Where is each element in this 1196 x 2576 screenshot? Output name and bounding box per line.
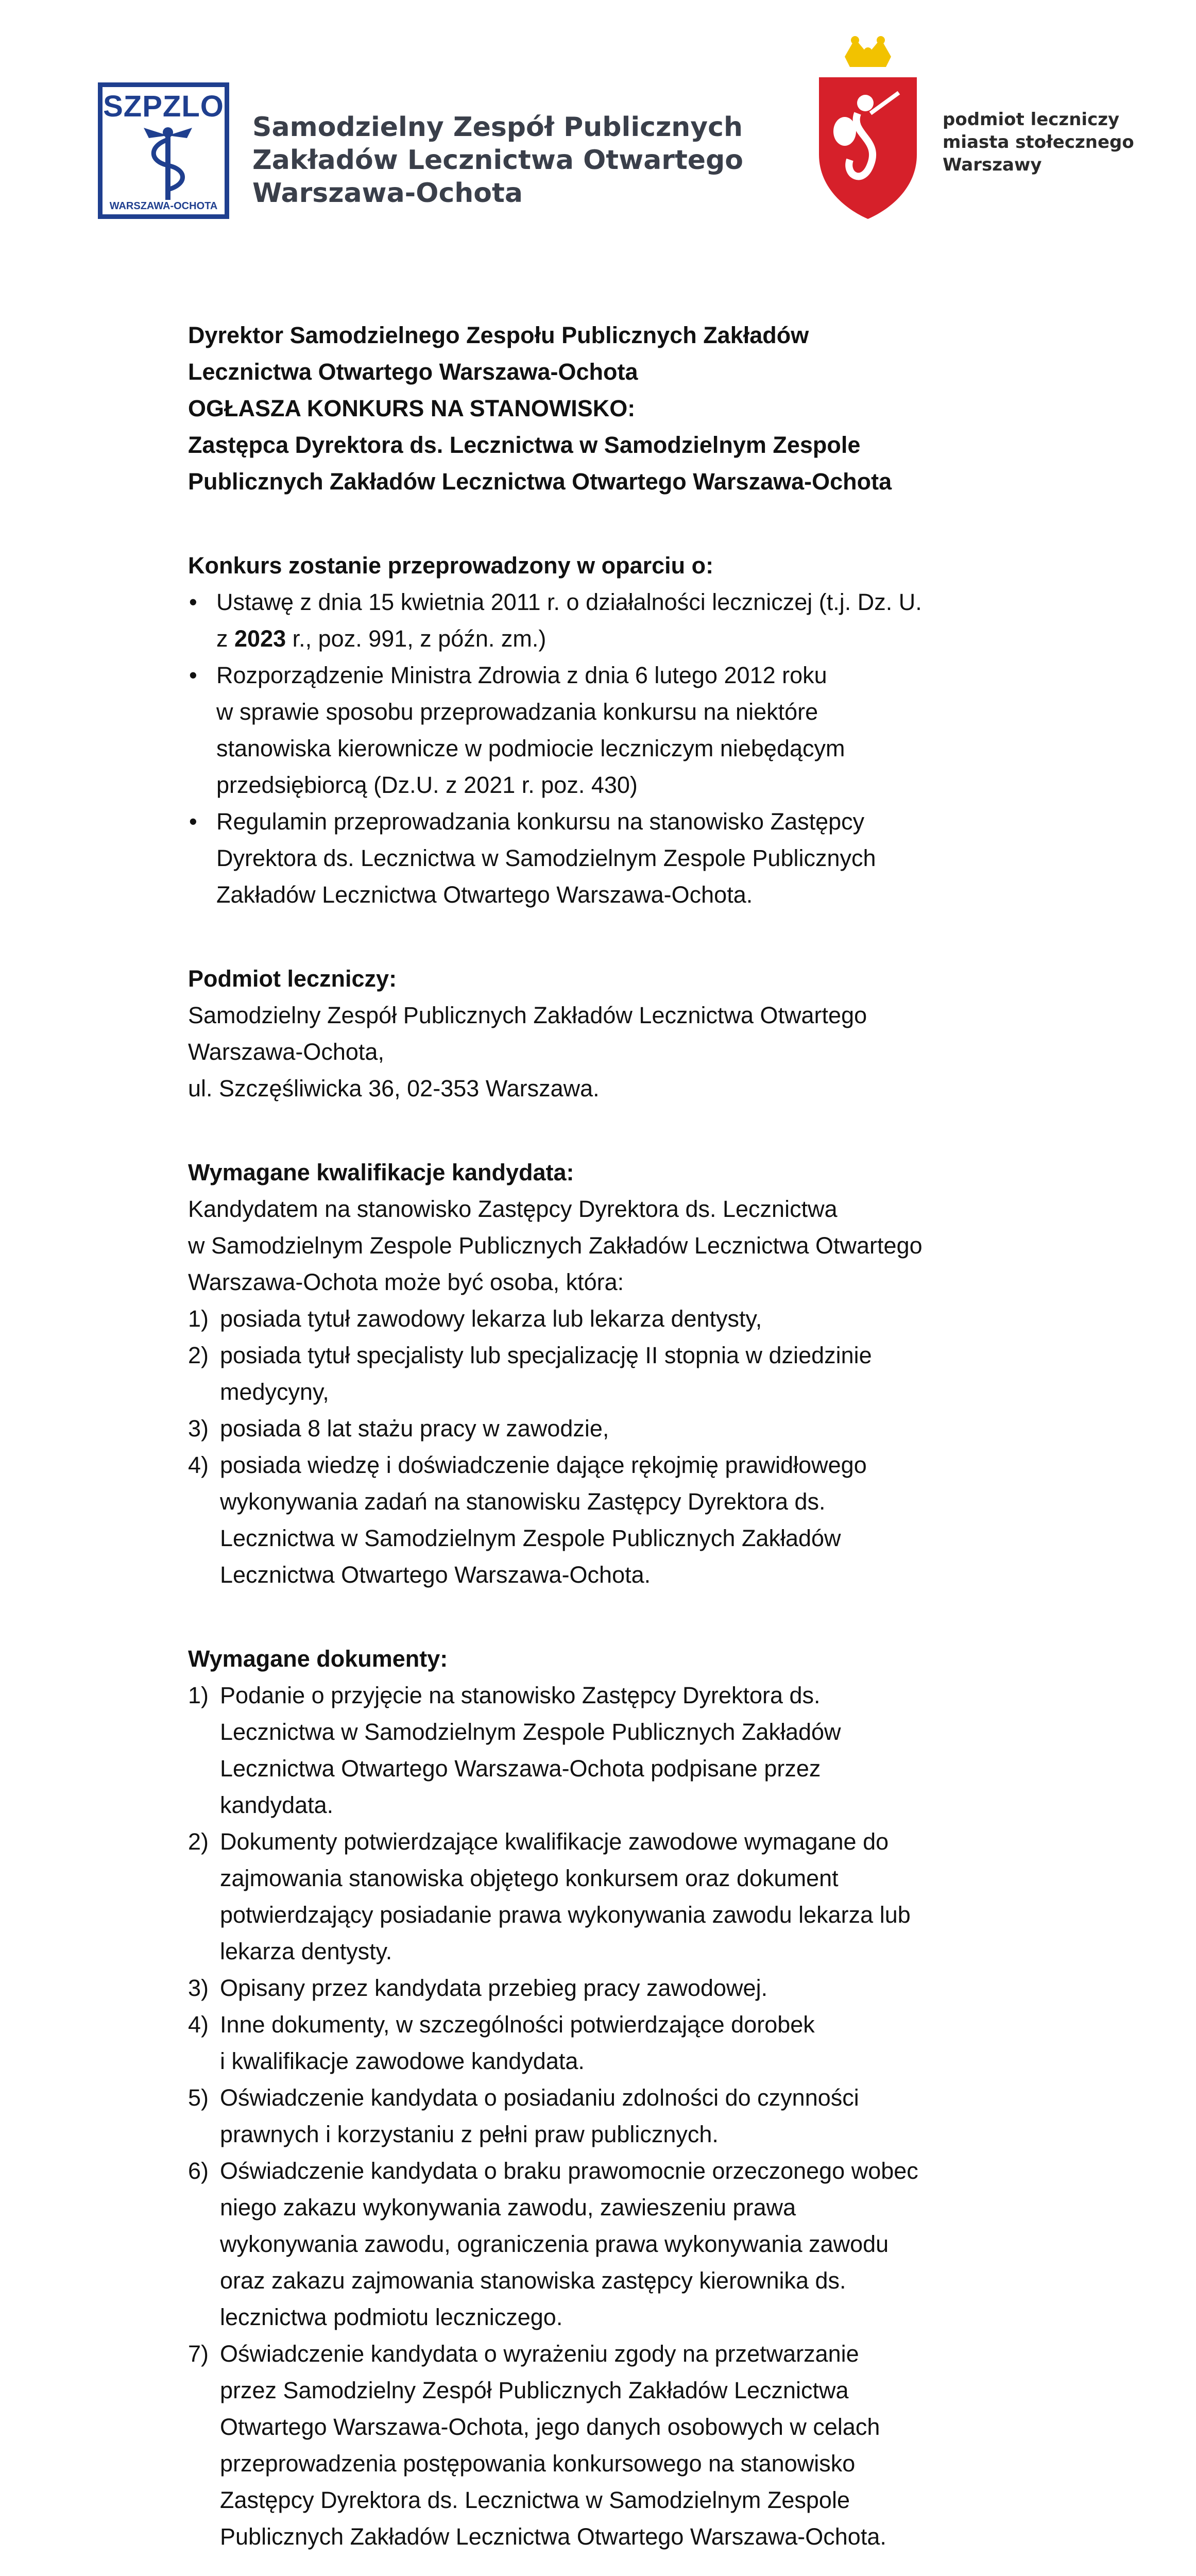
paragraph-line: w Samodzielnym Zespole Publicznych Zakładów Lecznictwa Otwartego — [188, 1232, 922, 1259]
list-item — [188, 1823, 1033, 1970]
list-item-text: przeprowadzenia postępowania konkursowego na stanowisko — [220, 2450, 856, 2477]
qualifications-section — [188, 1154, 1033, 1593]
list-item-text: Ustawę z dnia 15 kwietnia 2011 r. o działalności leczniczej (t.j. Dz. U. — [216, 589, 922, 615]
list-item-text: Regulamin przeprowadzania konkursu na stanowisko Zastępcy — [216, 808, 865, 835]
list-item-text: Rozporządzenie Ministra Zdrowia z dnia 6 lutego 2012 roku — [216, 662, 827, 688]
intro-line: Dyrektor Samodzielnego Zespołu Publicznych Zakładów — [188, 322, 809, 348]
logo-bottom-text: WARSZAWA-OCHOTA — [109, 200, 218, 212]
announcement-body — [188, 317, 1033, 2576]
entity-section — [188, 960, 1033, 1107]
list-number: 3) — [188, 1975, 209, 2001]
page-header — [0, 0, 1196, 268]
list-number: 2) — [188, 1342, 209, 1368]
documents-section — [188, 1640, 1033, 2555]
list-number: 6) — [188, 2158, 209, 2184]
list-item-text: kandydata. — [220, 1792, 334, 1818]
list-item — [188, 1970, 1033, 2006]
list-item-text: Publicznych Zakładów Lecznictwa Otwartego Warszawa-Ochota. — [220, 2523, 886, 2550]
list-item-text: prawnych i korzystaniu z pełni praw publicznych. — [220, 2121, 719, 2147]
list-number: 7) — [188, 2341, 209, 2367]
list-item-text: przedsiębiorcą (Dz.U. z 2021 r. poz. 430) — [216, 772, 638, 798]
paragraph-line: Warszawa-Ochota, — [188, 1039, 384, 1065]
basis-section — [188, 547, 1033, 913]
list-item-text: w sprawie sposobu przeprowadzania konkursu na niektóre — [216, 699, 818, 725]
intro-line: Zastępca Dyrektora ds. Lecznictwa w Samodzielnym Zespole — [188, 432, 861, 458]
list-item — [188, 2079, 1033, 2153]
list-item-text: wykonywania zawodu, ograniczenia prawa wykonywania zawodu — [220, 2231, 889, 2257]
list-number: 4) — [188, 2011, 209, 2038]
org-name-line: Samodzielny Zespół Publicznych — [252, 112, 743, 143]
list-item-text: Oświadczenie kandydata o wyrażeniu zgody na przetwarzanie — [220, 2341, 859, 2367]
list-number: 1) — [188, 1682, 209, 1708]
list-number: 5) — [188, 2084, 209, 2111]
section-heading: Wymagane kwalifikacje kandydata: — [188, 1159, 574, 1185]
list-item-text: Oświadczenie kandydata o braku prawomocnie orzeczonego wobec — [220, 2158, 918, 2184]
entity-caption-line: podmiot leczniczy — [943, 109, 1120, 130]
entity-caption-line: Warszawy — [943, 155, 1042, 175]
list-item-text: lecznictwa podmiotu leczniczego. — [220, 2304, 563, 2330]
intro-line: OGŁASZA KONKURS NA STANOWISKO: — [188, 395, 636, 421]
entity-caption — [943, 108, 1134, 176]
list-item-text: z — [216, 625, 235, 652]
list-item — [188, 2153, 1033, 2335]
paragraph-line: ul. Szczęśliwicka 36, 02-353 Warszawa. — [188, 1075, 600, 1101]
list-item-text: Zakładów Lecznictwa Otwartego Warszawa-Ochota. — [216, 882, 753, 908]
list-item-text: posiada tytuł zawodowy lekarza lub lekarza dentysty, — [220, 1306, 762, 1332]
list-item — [188, 2335, 1033, 2555]
list-item — [188, 1337, 1033, 1410]
organization-name — [252, 111, 743, 210]
section-heading: Wymagane dokumenty: — [188, 1646, 448, 1672]
paragraph-line: Samodzielny Zespół Publicznych Zakładów Lecznictwa Otwartego — [188, 1002, 867, 1028]
list-number: 3) — [188, 1415, 209, 1442]
list-item-text: Dokumenty potwierdzające kwalifikacje zawodowe wymagane do — [220, 1828, 889, 1855]
list-item-text: Lecznictwa w Samodzielnym Zespole Publicznych Zakładów — [220, 1525, 841, 1551]
list-item-text: Opisany przez kandydata przebieg pracy zawodowej. — [220, 1975, 768, 2001]
list-number: 1) — [188, 1306, 209, 1332]
caduceus-icon — [139, 125, 198, 202]
szpzlo-logo — [98, 82, 229, 219]
paragraph-line: Kandydatem na stanowisko Zastępcy Dyrektora ds. Lecznictwa — [188, 1196, 838, 1222]
list-item-text: Lecznictwa Otwartego Warszawa-Ochota podpisane przez — [220, 1755, 821, 1782]
list-item-text: zajmowania stanowiska objętego konkursem oraz dokument — [220, 1865, 839, 1891]
entity-caption-line: miasta stołecznego — [943, 132, 1134, 152]
list-item — [188, 1447, 1033, 1593]
list-item-text: r., poz. 991, z późn. zm.) — [286, 625, 546, 652]
section-heading: Podmiot leczniczy: — [188, 965, 397, 992]
list-item-text: Lecznictwa w Samodzielnym Zespole Publicznych Zakładów — [220, 1719, 841, 1745]
list-item — [188, 1677, 1033, 1823]
list-number: 2) — [188, 1828, 209, 1855]
list-item-text: lekarza dentysty. — [220, 1938, 392, 1964]
list-item-text: potwierdzający posiadanie prawa wykonywania zawodu lekarza lub — [220, 1902, 911, 1928]
year-bold: 2023 — [234, 625, 286, 652]
org-name-line: Warszawa-Ochota — [252, 178, 523, 209]
list-item — [188, 584, 1033, 657]
list-item-text: wykonywania zadań na stanowisku Zastępcy Dyrektora ds. — [220, 1488, 826, 1515]
list-item-text: Zastępcy Dyrektora ds. Lecznictwa w Samodzielnym Zespole — [220, 2487, 850, 2513]
list-item-text: Lecznictwa Otwartego Warszawa-Ochota. — [220, 1562, 651, 1588]
list-item-text: Podanie o przyjęcie na stanowisko Zastępcy Dyrektora ds. — [220, 1682, 821, 1708]
logo-top-text: SZPZLO — [103, 90, 224, 123]
list-item — [188, 2006, 1033, 2079]
list-item-text: Dyrektora ds. Lecznictwa w Samodzielnym Zespole Publicznych — [216, 845, 876, 871]
intro-line: Publicznych Zakładów Lecznictwa Otwartego Warszawa-Ochota — [188, 468, 892, 495]
section-heading: Konkurs zostanie przeprowadzony w oparciu o: — [188, 552, 714, 579]
list-item-text: posiada 8 lat stażu pracy w zawodzie, — [220, 1415, 609, 1442]
list-item — [188, 1300, 1033, 1337]
list-item-text: posiada wiedzę i doświadczenie dające rękojmię prawidłowego — [220, 1452, 867, 1478]
paragraph-line: Warszawa-Ochota może być osoba, która: — [188, 1269, 624, 1295]
list-item-text: medycyny, — [220, 1379, 329, 1405]
org-name-line: Zakładów Lecznictwa Otwartego — [252, 145, 744, 176]
list-item-text: stanowiska kierownicze w podmiocie leczniczym niebędącym — [216, 735, 845, 761]
list-item-text: Oświadczenie kandydata o posiadaniu zdolności do czynności — [220, 2084, 859, 2111]
intro-block — [188, 317, 1033, 500]
list-item-text: oraz zakazu zajmowania stanowiska zastępcy kierownika ds. — [220, 2267, 846, 2294]
list-item — [188, 803, 1033, 913]
list-item-text: i kwalifikacje zawodowe kandydata. — [220, 2048, 585, 2074]
intro-line: Lecznictwa Otwartego Warszawa-Ochota — [188, 359, 638, 385]
list-number: 4) — [188, 1452, 209, 1478]
list-item-text: niego zakazu wykonywania zawodu, zawieszeniu prawa — [220, 2194, 796, 2221]
list-item-text: Inne dokumenty, w szczególności potwierdzające dorobek — [220, 2011, 815, 2038]
list-item — [188, 1410, 1033, 1447]
list-item-text: przez Samodzielny Zespół Publicznych Zakładów Lecznictwa — [220, 2377, 849, 2403]
list-item-text: Otwartego Warszawa-Ochota, jego danych osobowych w celach — [220, 2414, 880, 2440]
warsaw-mermaid-crest-icon — [809, 36, 927, 222]
list-item-text: posiada tytuł specjalisty lub specjalizację II stopnia w dziedzinie — [220, 1342, 872, 1368]
list-item — [188, 657, 1033, 803]
